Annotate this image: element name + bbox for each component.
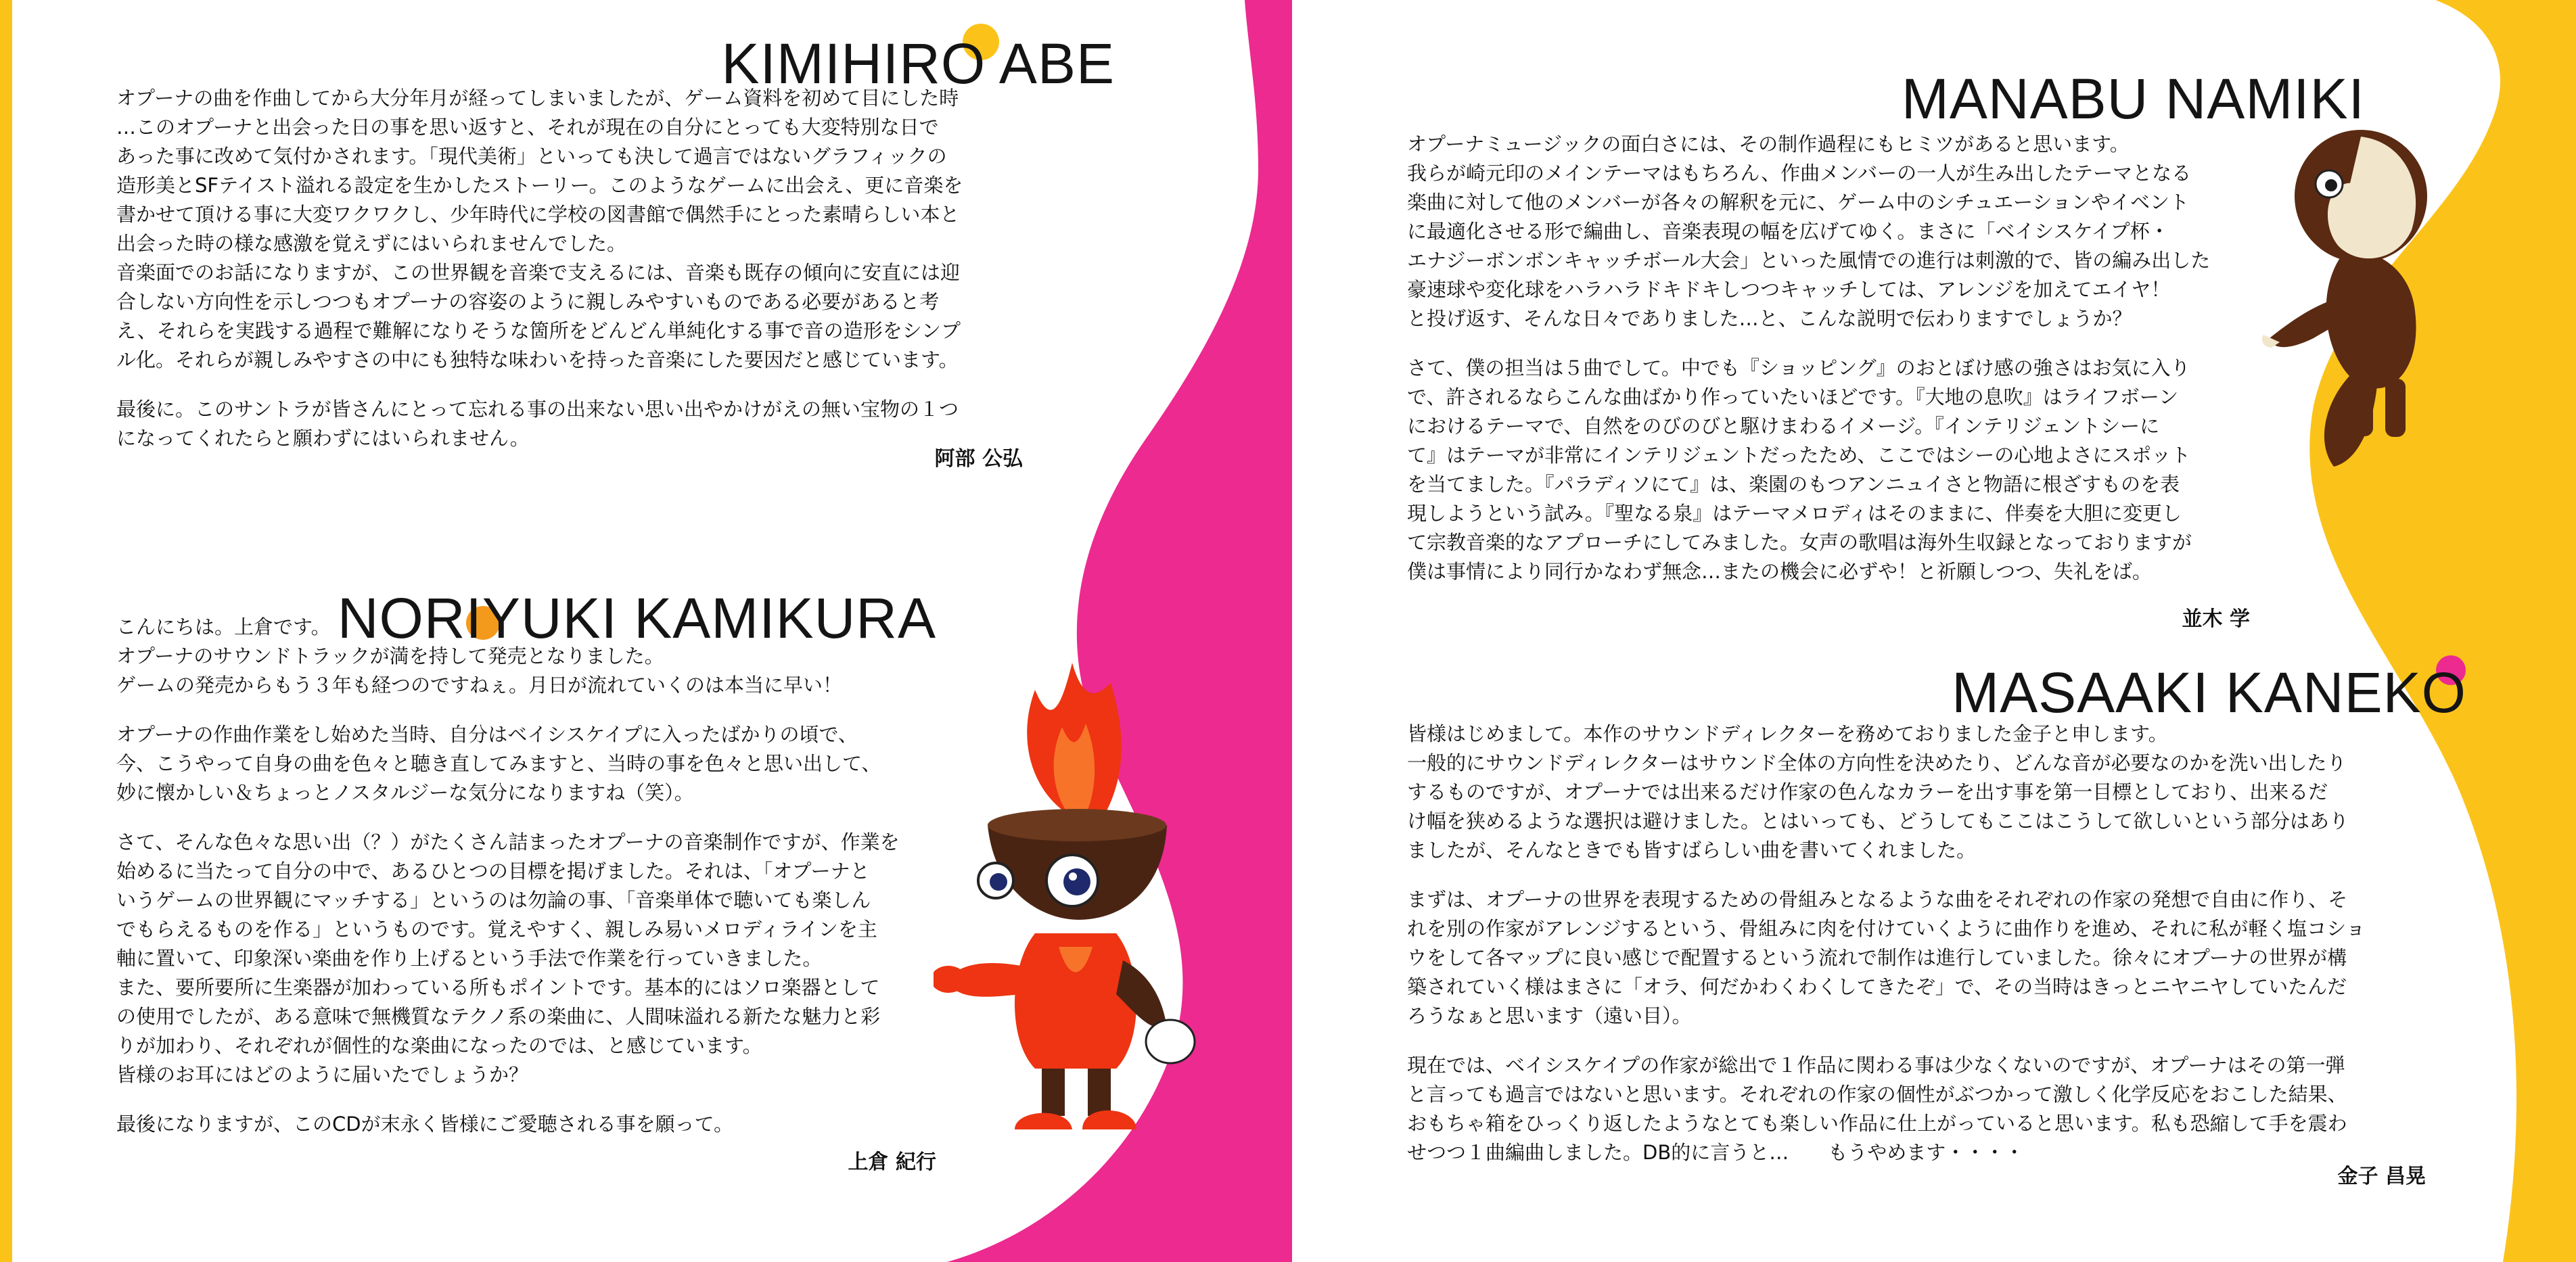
composer-name-heading: MANABU NAMIKI bbox=[1901, 67, 2365, 131]
essay-paragraph: オプーナの曲を作曲してから大分年月が経ってしまいましたが、ゲーム資料を初めて目にした時 …このオプーナと出会った日の事を思い返すと、それが現在の自分にとっても大変特別な日で あった事に改めて気付かされます。「現代美術」といっても決して過言ではないグラフィックの 造形美とSFテイスト溢れる設定を生かしたストーリー。このようなゲームに出会え、更に音楽を 書かせて頂ける事に大変ワクワクし、少年時代に学校の図書館で偶然手にとった素晴らしい本と 出会った時の様な感激を覚えずにはいられませんでした。 音楽面でのお話になりますが、この世界観を音楽で支えるには、音楽も既存の傾向に安直には迎 合しない方向性を示しつつもオプーナの容姿のように親しみやすいものである必要があると考 え、それらを実践する過程で難解になりそうな箇所をどんどん単純化する事で音の造形をシンプ ル化。それらが親しみやすさの中にも独特な味わいを持った音楽にした要因だと感じています。 bbox=[116, 87, 963, 371]
essay-paragraph: 最後になりますが、このCDが末永く皆様にご愛聴される事を願って。 bbox=[116, 1113, 734, 1136]
center-fold-gap bbox=[1292, 0, 1306, 1262]
essay-body bbox=[1407, 720, 2462, 1167]
essay-paragraph: さて、僕の担当は５曲でして。中でも『ショッピング』のおとぼけ感の強さはお気に入り で、許されるならこんな曲ばかり作っていたいほどです。『大地の息吹』はライフボーン におけるテーマで、自然をのびのびと駆けまわるイメージ。『インテリジェントシーに て』はテーマが非常にインテリジェントだったため、ここではシーの心地よさにスポット を当てました。『パラディソにて』は、楽園のもつアンニュイさと物語に根ざすものを表 現しようという試み。『聖なる泉』はテーマメロディはそのままに、伴奏を大胆に変更し て宗教音楽的なアプローチにしてみました。女声の歌唱は海外生収録となっておりますが 僕は事情により同行かなわず無念…またの機会に必ずや！と祈願しつつ、失礼をば。 bbox=[1407, 356, 2192, 583]
author-signature: 阿部 公弘 bbox=[934, 447, 1023, 471]
essay-paragraph: オプーナミュージックの面白さには、その制作過程にもヒミツがあると思います。 我らが崎元印のメインテーマはもちろん、作曲メンバーの一人が生み出したテーマとなる 楽曲に対して他のメンバーが各々の解釈を元に、ゲーム中のシチュエーションやイベント に最適化させる形で編曲し、音楽表現の幅を広げてゆく。まさに「ベイシスケイプ杯・ エナジーボンボンキャッチボール大会」といった風情での進行は刺激的で、皆の編み出した 豪速球や変化球をハラハラドキドキしつつキャッチしては、アレンジを加えてエイヤ！ と投げ返す、そんな日々でありました…と、こんな説明で伝わりますでしょうか？ bbox=[1407, 133, 2211, 330]
essay-body bbox=[116, 613, 955, 1139]
essay-paragraph: 皆様はじめまして。本作のサウンドディレクターを務めておりました金子と申します。 一般的にサウンドディレクターはサウンド全体の方向性を決めたり、どんな音が必要なのかを洗い出したり するものですが、オプーナでは出来るだけ作家の色んなカラーを出す事を第一目標としており、出来るだ け幅を狭めるような選択は避けました。とはいっても、どうしてもここはこうして欲しいという部分はあり ましたが、そんなときでも皆すばらしい曲を書いてくれました。 bbox=[1407, 722, 2349, 862]
essay-paragraph: 現在では、ベイシスケイプの作家が総出で１作品に関わる事は少なくないのですが、オプーナはその第一弾 と言っても過言ではないと思います。それぞれの作家の個性がぶつかって激しく化学反応をおこした結果、 おもちゃ箱をひっくり返したようなとても楽しい作品に仕上がっていると思います。私も恐縮して手を震わ せつつ１曲編曲しました。DB的に言うと… もうやめます・・・・ bbox=[1407, 1054, 2347, 1164]
essay-paragraph: オプーナの作曲作業をし始めた当時、自分はベイシスケイプに入ったばかりの頃で、 今、こうやって自身の曲を色々と聴き直してみますと、当時の事を色々と思い出して、 妙に懐かしい＆ちょっとノスタルジーな気分になりますね（笑）。 bbox=[116, 723, 881, 804]
left-edge-stripe bbox=[0, 0, 12, 1262]
essay-paragraph: さて、そんな色々な思い出（？）がたくさん詰まったオプーナの音楽制作ですが、作業を 始めるに当たって自分の中で、あるひとつの目標を掲げました。それは、「オプーナと いうゲームの世界観にマッチする」というのは勿論の事、「音楽単体で聴いても楽しん でもらえるものを作る」というものです。覚えやすく、親しみ易いメロディラインを主 軸に置いて、印象深い楽曲を作り上げるという手法で作業を行っていきました。 また、要所要所に生楽器が加わっている所もポイントです。基本的にはソロ楽器として の使用でしたが、ある意味で無機質なテクノ系の楽曲に、人間味溢れる新たな魅力と彩 りが加わり、それぞれが個性的な楽曲になったのでは、と感じています。 皆様のお耳にはどのように届いたでしょうか？ bbox=[116, 831, 900, 1086]
composer-name-heading: NORIYUKI KAMIKURA bbox=[337, 586, 936, 650]
essay-body bbox=[1407, 130, 2266, 586]
essay-body bbox=[116, 84, 1077, 453]
author-signature: 並木 学 bbox=[2182, 607, 2250, 631]
pointing-mascot-illustration bbox=[2259, 122, 2476, 473]
essay-paragraph: 最後に。このサントラが皆さんにとって忘れる事の出来ない思い出やかけがえの無い宝物の１つ になってくれたらと願わずにはいられません。 bbox=[116, 398, 959, 450]
author-signature: 金子 昌晃 bbox=[2337, 1165, 2426, 1188]
composer-name-heading: MASAAKI KANEKO bbox=[1952, 661, 2466, 724]
author-signature: 上倉 紀行 bbox=[848, 1150, 936, 1174]
essay-paragraph: こんにちは。上倉です。 オプーナのサウンドトラックが満を持して発売となりました。 ゲームの発売からもう３年も経つのですねぇ。月日が流れていくのは本当に早い！ bbox=[116, 615, 843, 697]
essay-paragraph: まずは、オプーナの世界を表現するための骨組みとなるような曲をそれぞれの作家の発想で自由に作り、そ れを別の作家がアレンジするという、骨組みに肉を付けていくように曲作りを進め、それに私が軽く塩コショ ウをして各マップに良い感じで配置するという流れで制作は進行していました。徐々にオプーナの世界が構 築されていく様はまさに「オラ、何だかわくわくしてきたぞ」で、その当時はきっとニヤニヤしていたんだ ろうなぁと思います（遠い目）。 bbox=[1407, 888, 2366, 1027]
composer-name-heading: KIMIHIRO ABE bbox=[721, 32, 1115, 95]
opoona-mascot-illustration bbox=[934, 663, 1218, 1163]
